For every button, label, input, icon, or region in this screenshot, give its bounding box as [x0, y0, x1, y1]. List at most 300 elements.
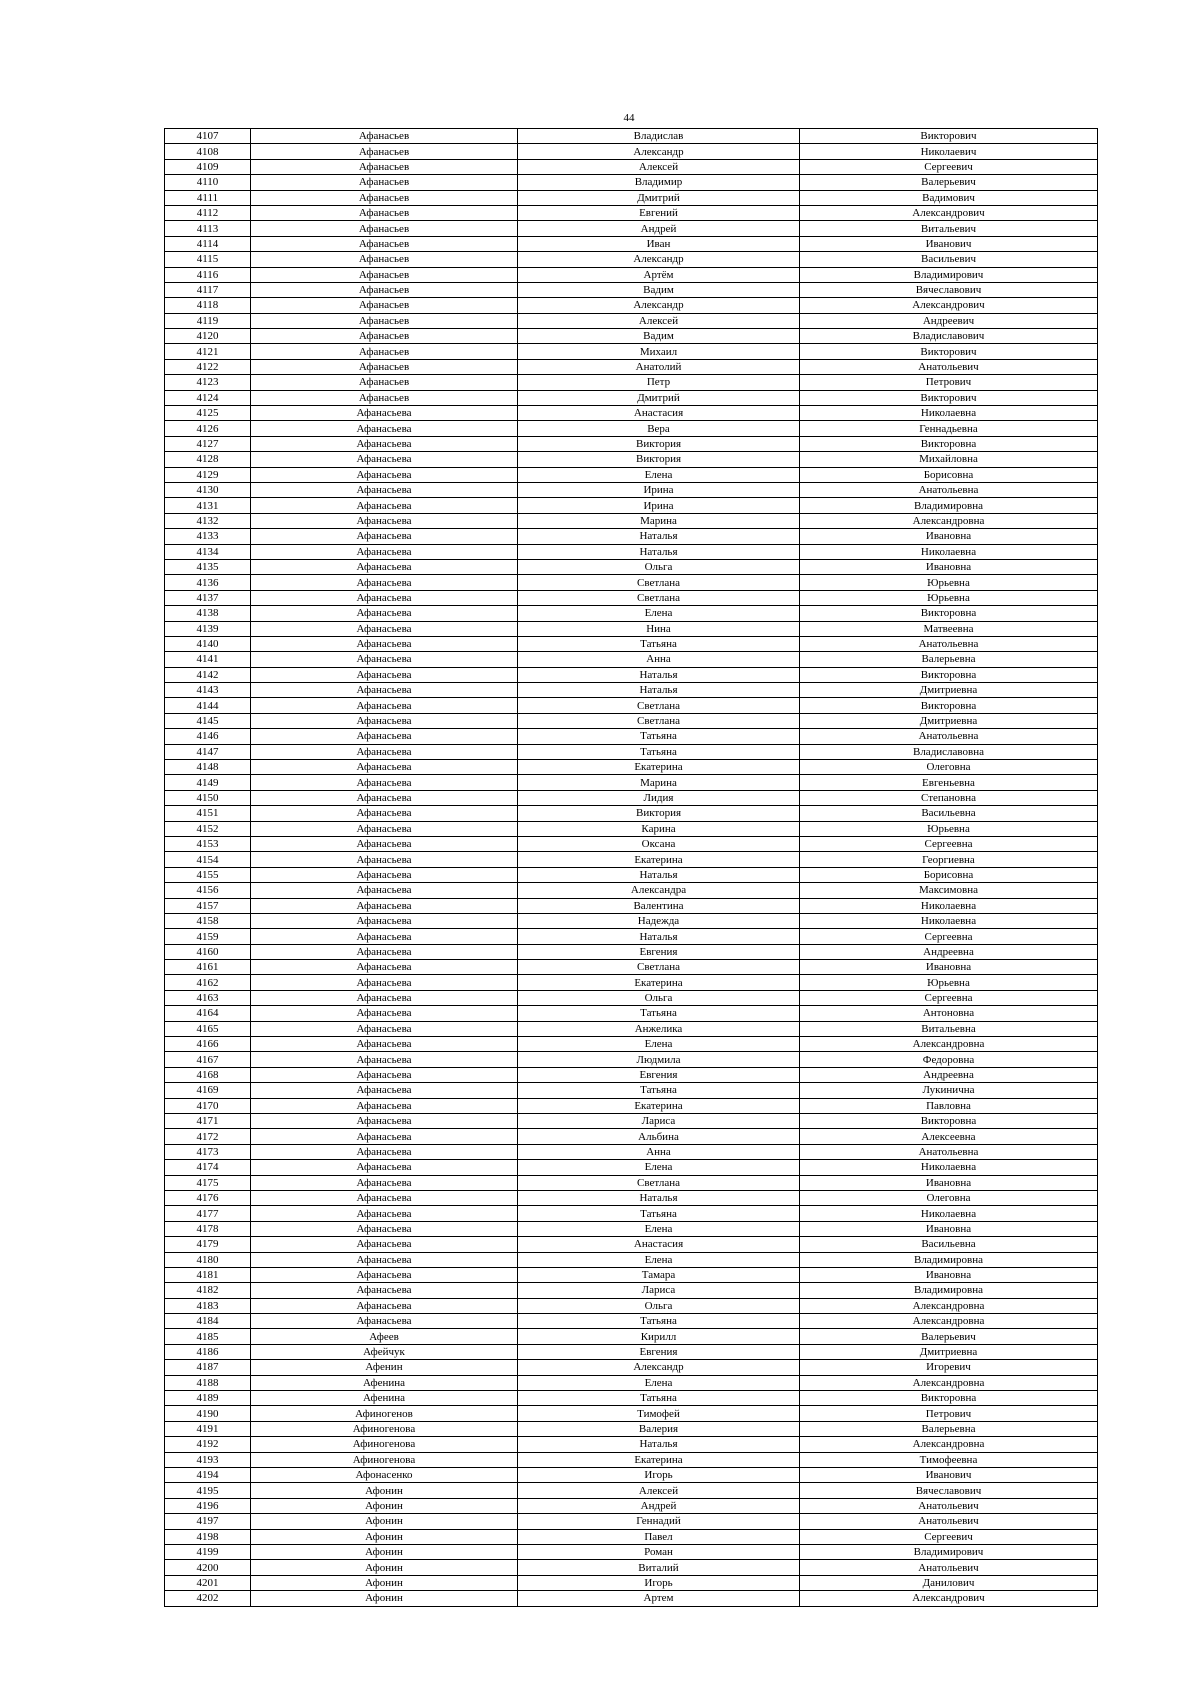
surname-cell: Афанасьева: [251, 898, 518, 913]
patronymic-cell: Анатольевич: [800, 359, 1098, 374]
table-row: [165, 713, 1098, 728]
first-name-cell: Александр: [518, 252, 800, 267]
row-number-cell: 4137: [165, 590, 251, 605]
patronymic-cell: Викторовна: [800, 1114, 1098, 1129]
row-number-cell: 4196: [165, 1498, 251, 1513]
first-name-cell: Наталья: [518, 544, 800, 559]
row-number-cell: 4120: [165, 329, 251, 344]
surname-cell: Афанасьева: [251, 1006, 518, 1021]
patronymic-cell: Николаевна: [800, 1160, 1098, 1175]
patronymic-cell: Владимирович: [800, 1544, 1098, 1559]
surname-cell: Афанасьев: [251, 221, 518, 236]
patronymic-cell: Юрьевна: [800, 575, 1098, 590]
row-number-cell: 4107: [165, 129, 251, 144]
first-name-cell: Надежда: [518, 913, 800, 928]
table-row: [165, 1360, 1098, 1375]
first-name-cell: Вадим: [518, 282, 800, 297]
table-row: [165, 329, 1098, 344]
table-row: [165, 1591, 1098, 1606]
table-row: [165, 898, 1098, 913]
first-name-cell: Татьяна: [518, 744, 800, 759]
first-name-cell: Елена: [518, 606, 800, 621]
patronymic-cell: Лукинична: [800, 1083, 1098, 1098]
surname-cell: Афанасьев: [251, 267, 518, 282]
row-number-cell: 4167: [165, 1052, 251, 1067]
row-number-cell: 4153: [165, 836, 251, 851]
first-name-cell: Наталья: [518, 1437, 800, 1452]
table-row: [165, 1514, 1098, 1529]
first-name-cell: Татьяна: [518, 636, 800, 651]
patronymic-cell: Данилович: [800, 1575, 1098, 1590]
surname-cell: Афанасьев: [251, 159, 518, 174]
patronymic-cell: Витальевич: [800, 221, 1098, 236]
surname-cell: Афанасьева: [251, 1190, 518, 1205]
patronymic-cell: Валерьевна: [800, 1421, 1098, 1436]
patronymic-cell: Борисовна: [800, 867, 1098, 882]
table-row: [165, 852, 1098, 867]
first-name-cell: Евгения: [518, 1067, 800, 1082]
first-name-cell: Михаил: [518, 344, 800, 359]
first-name-cell: Иван: [518, 236, 800, 251]
row-number-cell: 4175: [165, 1175, 251, 1190]
first-name-cell: Ирина: [518, 498, 800, 513]
row-number-cell: 4119: [165, 313, 251, 328]
table-row: [165, 1052, 1098, 1067]
first-name-cell: Елена: [518, 1375, 800, 1390]
first-name-cell: Кирилл: [518, 1329, 800, 1344]
name-roster-table: [164, 128, 1098, 1607]
surname-cell: Афанасьева: [251, 683, 518, 698]
first-name-cell: Виктория: [518, 452, 800, 467]
surname-cell: Афеев: [251, 1329, 518, 1344]
patronymic-cell: Сергеевич: [800, 159, 1098, 174]
row-number-cell: 4146: [165, 729, 251, 744]
patronymic-cell: Анатольевна: [800, 1144, 1098, 1159]
patronymic-cell: Викторович: [800, 129, 1098, 144]
first-name-cell: Наталья: [518, 929, 800, 944]
patronymic-cell: Анатольевич: [800, 1560, 1098, 1575]
patronymic-cell: Николаевна: [800, 913, 1098, 928]
surname-cell: Афанасьев: [251, 175, 518, 190]
table-row: [165, 621, 1098, 636]
row-number-cell: 4197: [165, 1514, 251, 1529]
row-number-cell: 4159: [165, 929, 251, 944]
table-row: [165, 175, 1098, 190]
patronymic-cell: Павловна: [800, 1098, 1098, 1113]
surname-cell: Афанасьев: [251, 329, 518, 344]
row-number-cell: 4134: [165, 544, 251, 559]
surname-cell: Афанасьева: [251, 1237, 518, 1252]
table-row: [165, 1375, 1098, 1390]
first-name-cell: Оксана: [518, 836, 800, 851]
patronymic-cell: Васильевич: [800, 252, 1098, 267]
table-row: [165, 1283, 1098, 1298]
patronymic-cell: Валерьевич: [800, 1329, 1098, 1344]
patronymic-cell: Владиславович: [800, 329, 1098, 344]
table-row: [165, 205, 1098, 220]
row-number-cell: 4135: [165, 559, 251, 574]
surname-cell: Афенин: [251, 1360, 518, 1375]
surname-cell: Афанасьева: [251, 790, 518, 805]
surname-cell: Афанасьева: [251, 1267, 518, 1282]
table-row: [165, 544, 1098, 559]
first-name-cell: Дмитрий: [518, 190, 800, 205]
patronymic-cell: Юрьевна: [800, 821, 1098, 836]
surname-cell: Афанасьева: [251, 482, 518, 497]
table-row: [165, 344, 1098, 359]
row-number-cell: 4155: [165, 867, 251, 882]
surname-cell: Афанасьева: [251, 698, 518, 713]
table-row: [165, 236, 1098, 251]
row-number-cell: 4190: [165, 1406, 251, 1421]
patronymic-cell: Николаевна: [800, 1206, 1098, 1221]
surname-cell: Афанасьев: [251, 144, 518, 159]
row-number-cell: 4162: [165, 975, 251, 990]
row-number-cell: 4149: [165, 775, 251, 790]
surname-cell: Афанасьева: [251, 621, 518, 636]
surname-cell: Афанасьева: [251, 452, 518, 467]
table-row: [165, 1037, 1098, 1052]
first-name-cell: Вера: [518, 421, 800, 436]
first-name-cell: Евгения: [518, 1344, 800, 1359]
table-row: [165, 790, 1098, 805]
patronymic-cell: Владимировна: [800, 1252, 1098, 1267]
patronymic-cell: Ивановна: [800, 559, 1098, 574]
row-number-cell: 4158: [165, 913, 251, 928]
first-name-cell: Валерия: [518, 1421, 800, 1436]
patronymic-cell: Федоровна: [800, 1052, 1098, 1067]
first-name-cell: Наталья: [518, 683, 800, 698]
table-row: [165, 1098, 1098, 1113]
surname-cell: Афонин: [251, 1529, 518, 1544]
table-row: [165, 298, 1098, 313]
row-number-cell: 4166: [165, 1037, 251, 1052]
surname-cell: Афанасьева: [251, 1114, 518, 1129]
row-number-cell: 4147: [165, 744, 251, 759]
surname-cell: Афанасьева: [251, 513, 518, 528]
row-number-cell: 4141: [165, 652, 251, 667]
first-name-cell: Анжелика: [518, 1021, 800, 1036]
surname-cell: Афанасьева: [251, 1175, 518, 1190]
surname-cell: Афиногенова: [251, 1421, 518, 1436]
first-name-cell: Андрей: [518, 221, 800, 236]
first-name-cell: Алексей: [518, 159, 800, 174]
table-row: [165, 652, 1098, 667]
table-row: [165, 221, 1098, 236]
first-name-cell: Екатерина: [518, 1452, 800, 1467]
surname-cell: Афанасьев: [251, 390, 518, 405]
row-number-cell: 4194: [165, 1467, 251, 1482]
first-name-cell: Игорь: [518, 1575, 800, 1590]
row-number-cell: 4202: [165, 1591, 251, 1606]
row-number-cell: 4129: [165, 467, 251, 482]
surname-cell: Афанасьева: [251, 1052, 518, 1067]
row-number-cell: 4170: [165, 1098, 251, 1113]
table-row: [165, 575, 1098, 590]
surname-cell: Афанасьева: [251, 775, 518, 790]
patronymic-cell: Александрович: [800, 1591, 1098, 1606]
first-name-cell: Геннадий: [518, 1514, 800, 1529]
first-name-cell: Анастасия: [518, 1237, 800, 1252]
first-name-cell: Виктория: [518, 436, 800, 451]
table-row: [165, 636, 1098, 651]
surname-cell: Афанасьева: [251, 1314, 518, 1329]
patronymic-cell: Васильевна: [800, 1237, 1098, 1252]
first-name-cell: Дмитрий: [518, 390, 800, 405]
surname-cell: Афанасьев: [251, 129, 518, 144]
surname-cell: Афанасьева: [251, 544, 518, 559]
patronymic-cell: Николаевна: [800, 406, 1098, 421]
table-row: [165, 590, 1098, 605]
first-name-cell: Лидия: [518, 790, 800, 805]
first-name-cell: Светлана: [518, 698, 800, 713]
row-number-cell: 4126: [165, 421, 251, 436]
patronymic-cell: Владимировна: [800, 498, 1098, 513]
row-number-cell: 4193: [165, 1452, 251, 1467]
patronymic-cell: Викторовна: [800, 667, 1098, 682]
first-name-cell: Марина: [518, 513, 800, 528]
table-row: [165, 1298, 1098, 1313]
surname-cell: Афанасьева: [251, 944, 518, 959]
table-row: [165, 1206, 1098, 1221]
surname-cell: Афанасьева: [251, 744, 518, 759]
patronymic-cell: Сергеевич: [800, 1529, 1098, 1544]
row-number-cell: 4156: [165, 883, 251, 898]
surname-cell: Афанасьев: [251, 298, 518, 313]
first-name-cell: Карина: [518, 821, 800, 836]
table-row: [165, 960, 1098, 975]
row-number-cell: 4169: [165, 1083, 251, 1098]
row-number-cell: 4168: [165, 1067, 251, 1082]
patronymic-cell: Юрьевна: [800, 975, 1098, 990]
first-name-cell: Светлана: [518, 713, 800, 728]
patronymic-cell: Ивановна: [800, 1221, 1098, 1236]
surname-cell: Афанасьева: [251, 1252, 518, 1267]
first-name-cell: Александр: [518, 144, 800, 159]
surname-cell: Афонин: [251, 1575, 518, 1590]
first-name-cell: Ольга: [518, 559, 800, 574]
first-name-cell: Светлана: [518, 590, 800, 605]
table-row: [165, 144, 1098, 159]
surname-cell: Афанасьева: [251, 836, 518, 851]
first-name-cell: Марина: [518, 775, 800, 790]
first-name-cell: Светлана: [518, 960, 800, 975]
patronymic-cell: Вадимович: [800, 190, 1098, 205]
first-name-cell: Евгения: [518, 944, 800, 959]
first-name-cell: Валентина: [518, 898, 800, 913]
first-name-cell: Елена: [518, 1160, 800, 1175]
roster-body: [165, 129, 1098, 1607]
surname-cell: Афанасьева: [251, 729, 518, 744]
row-number-cell: 4117: [165, 282, 251, 297]
patronymic-cell: Сергеевна: [800, 836, 1098, 851]
first-name-cell: Артём: [518, 267, 800, 282]
patronymic-cell: Анатольевна: [800, 482, 1098, 497]
first-name-cell: Игорь: [518, 1467, 800, 1482]
row-number-cell: 4172: [165, 1129, 251, 1144]
table-row: [165, 667, 1098, 682]
surname-cell: Афанасьева: [251, 1298, 518, 1313]
table-row: [165, 1560, 1098, 1575]
surname-cell: Афанасьева: [251, 883, 518, 898]
table-row: [165, 436, 1098, 451]
row-number-cell: 4187: [165, 1360, 251, 1375]
table-row: [165, 1252, 1098, 1267]
surname-cell: Афанасьева: [251, 1129, 518, 1144]
table-row: [165, 313, 1098, 328]
patronymic-cell: Георгиевна: [800, 852, 1098, 867]
table-row: [165, 513, 1098, 528]
row-number-cell: 4150: [165, 790, 251, 805]
table-row: [165, 1452, 1098, 1467]
row-number-cell: 4191: [165, 1421, 251, 1436]
patronymic-cell: Николаевич: [800, 144, 1098, 159]
patronymic-cell: Валерьевич: [800, 175, 1098, 190]
patronymic-cell: Петрович: [800, 375, 1098, 390]
surname-cell: Афанасьева: [251, 760, 518, 775]
table-row: [165, 1483, 1098, 1498]
row-number-cell: 4183: [165, 1298, 251, 1313]
row-number-cell: 4142: [165, 667, 251, 682]
row-number-cell: 4181: [165, 1267, 251, 1282]
surname-cell: Афанасьев: [251, 252, 518, 267]
row-number-cell: 4157: [165, 898, 251, 913]
table-row: [165, 1221, 1098, 1236]
surname-cell: Афанасьева: [251, 990, 518, 1005]
table-row: [165, 1006, 1098, 1021]
surname-cell: Афанасьева: [251, 913, 518, 928]
patronymic-cell: Алексеевна: [800, 1129, 1098, 1144]
patronymic-cell: Александровна: [800, 513, 1098, 528]
surname-cell: Афанасьева: [251, 406, 518, 421]
row-number-cell: 4124: [165, 390, 251, 405]
table-row: [165, 1144, 1098, 1159]
first-name-cell: Екатерина: [518, 760, 800, 775]
first-name-cell: Татьяна: [518, 1314, 800, 1329]
first-name-cell: Татьяна: [518, 729, 800, 744]
first-name-cell: Нина: [518, 621, 800, 636]
table-row: [165, 1406, 1098, 1421]
first-name-cell: Людмила: [518, 1052, 800, 1067]
row-number-cell: 4128: [165, 452, 251, 467]
surname-cell: Афанасьева: [251, 1283, 518, 1298]
table-row: [165, 1175, 1098, 1190]
surname-cell: Афиногенов: [251, 1406, 518, 1421]
patronymic-cell: Ивановна: [800, 1267, 1098, 1282]
patronymic-cell: Владимирович: [800, 267, 1098, 282]
table-row: [165, 159, 1098, 174]
first-name-cell: Лариса: [518, 1114, 800, 1129]
row-number-cell: 4165: [165, 1021, 251, 1036]
row-number-cell: 4151: [165, 806, 251, 821]
first-name-cell: Роман: [518, 1544, 800, 1559]
patronymic-cell: Ивановна: [800, 529, 1098, 544]
patronymic-cell: Ивановна: [800, 960, 1098, 975]
row-number-cell: 4160: [165, 944, 251, 959]
first-name-cell: Светлана: [518, 575, 800, 590]
surname-cell: Афанасьев: [251, 190, 518, 205]
patronymic-cell: Вячеславович: [800, 282, 1098, 297]
row-number-cell: 4143: [165, 683, 251, 698]
surname-cell: Афанасьева: [251, 713, 518, 728]
row-number-cell: 4180: [165, 1252, 251, 1267]
surname-cell: Афанасьев: [251, 236, 518, 251]
row-number-cell: 4130: [165, 482, 251, 497]
row-number-cell: 4186: [165, 1344, 251, 1359]
row-number-cell: 4184: [165, 1314, 251, 1329]
row-number-cell: 4109: [165, 159, 251, 174]
page-number: 44: [623, 112, 635, 124]
surname-cell: Афанасьева: [251, 436, 518, 451]
table-row: [165, 806, 1098, 821]
patronymic-cell: Олеговна: [800, 1190, 1098, 1205]
first-name-cell: Наталья: [518, 667, 800, 682]
patronymic-cell: Вячеславович: [800, 1483, 1098, 1498]
row-number-cell: 4185: [165, 1329, 251, 1344]
surname-cell: Афанасьева: [251, 1098, 518, 1113]
row-number-cell: 4140: [165, 636, 251, 651]
table-row: [165, 1575, 1098, 1590]
patronymic-cell: Геннадьевна: [800, 421, 1098, 436]
first-name-cell: Евгений: [518, 205, 800, 220]
patronymic-cell: Андреевна: [800, 1067, 1098, 1082]
table-row: [165, 698, 1098, 713]
patronymic-cell: Викторович: [800, 344, 1098, 359]
first-name-cell: Наталья: [518, 867, 800, 882]
patronymic-cell: Викторовна: [800, 698, 1098, 713]
surname-cell: Афанасьева: [251, 636, 518, 651]
first-name-cell: Екатерина: [518, 852, 800, 867]
table-row: [165, 1314, 1098, 1329]
surname-cell: Афанасьева: [251, 1144, 518, 1159]
row-number-cell: 4171: [165, 1114, 251, 1129]
surname-cell: Афанасьева: [251, 806, 518, 821]
table-row: [165, 1544, 1098, 1559]
row-number-cell: 4131: [165, 498, 251, 513]
surname-cell: Афанасьева: [251, 529, 518, 544]
row-number-cell: 4199: [165, 1544, 251, 1559]
patronymic-cell: Анатольевич: [800, 1498, 1098, 1513]
table-row: [165, 1421, 1098, 1436]
surname-cell: Афанасьева: [251, 559, 518, 574]
table-row: [165, 913, 1098, 928]
table-row: [165, 821, 1098, 836]
first-name-cell: Елена: [518, 467, 800, 482]
surname-cell: Афанасьева: [251, 590, 518, 605]
first-name-cell: Анатолий: [518, 359, 800, 374]
first-name-cell: Анна: [518, 652, 800, 667]
patronymic-cell: Михайловна: [800, 452, 1098, 467]
row-number-cell: 4182: [165, 1283, 251, 1298]
surname-cell: Афанасьева: [251, 960, 518, 975]
surname-cell: Афанасьева: [251, 1037, 518, 1052]
table-row: [165, 406, 1098, 421]
table-row: [165, 744, 1098, 759]
surname-cell: Афанасьев: [251, 205, 518, 220]
patronymic-cell: Олеговна: [800, 760, 1098, 775]
first-name-cell: Татьяна: [518, 1006, 800, 1021]
patronymic-cell: Матвеевна: [800, 621, 1098, 636]
row-number-cell: 4152: [165, 821, 251, 836]
patronymic-cell: Сергеевна: [800, 990, 1098, 1005]
patronymic-cell: Викторовна: [800, 436, 1098, 451]
patronymic-cell: Николаевна: [800, 898, 1098, 913]
first-name-cell: Артем: [518, 1591, 800, 1606]
row-number-cell: 4122: [165, 359, 251, 374]
patronymic-cell: Юрьевна: [800, 590, 1098, 605]
row-number-cell: 4108: [165, 144, 251, 159]
patronymic-cell: Андреевна: [800, 944, 1098, 959]
